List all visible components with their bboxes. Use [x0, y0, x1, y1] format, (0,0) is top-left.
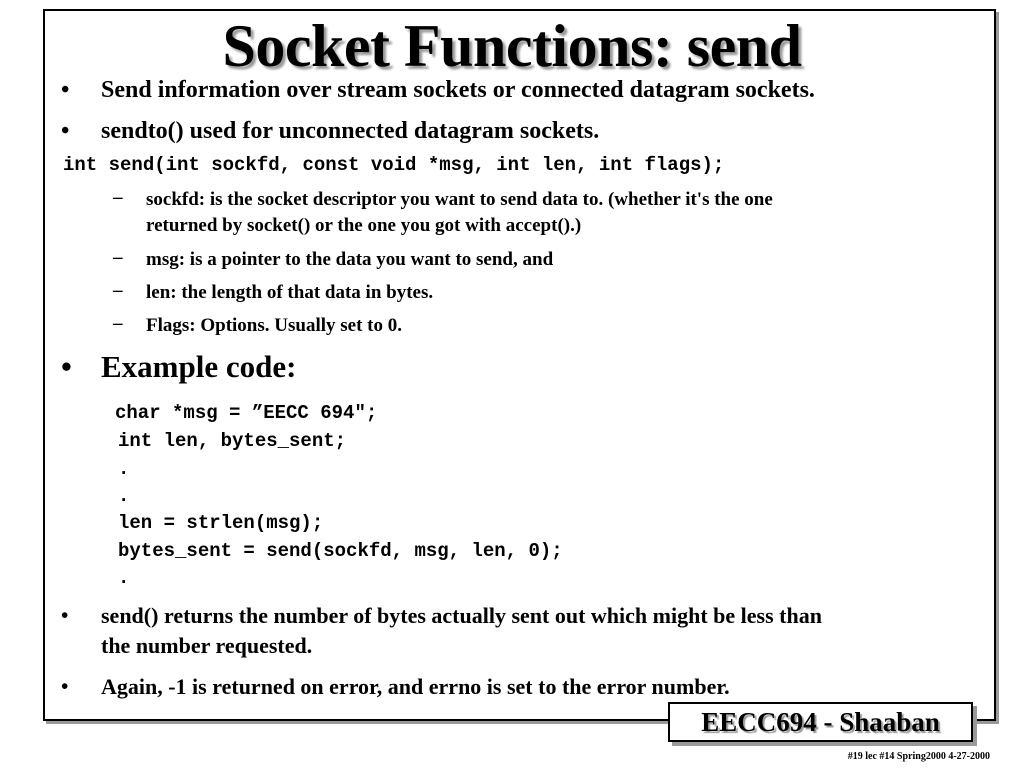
dash-symbol: – — [113, 313, 123, 334]
dash-symbol: – — [113, 187, 123, 208]
code-line: len = strlen(msg); — [118, 512, 324, 534]
bullet-error: Again, -1 is returned on error, and errno is set to the error number. — [101, 674, 730, 699]
code-line: . — [118, 485, 130, 507]
slide-footer: #19 lec #14 Spring2000 4-27-2000 — [847, 751, 990, 762]
param-sockfd-line1: sockfd: is the socket descriptor you want to send data to. (whether it's the one — [146, 189, 773, 210]
dash-symbol: – — [113, 247, 123, 268]
param-sockfd-line2: returned by socket() or the one you got with accept().) — [146, 215, 582, 236]
code-line: char *msg = ”EECC 694"; — [115, 402, 378, 424]
bullet-send-info: Send information over stream sockets or connected datagram sockets. — [101, 77, 815, 103]
bullet-return-line1: send() returns the number of bytes actually sent out which might be less than — [101, 603, 822, 628]
example-heading: Example code: — [101, 349, 297, 384]
param-len: len: the length of that data in bytes. — [146, 282, 434, 303]
function-signature: int send(int sockfd, const void *msg, int len, int flags); — [63, 154, 725, 176]
param-msg: msg: is a pointer to the data you want to send, and — [146, 249, 554, 270]
bullet-symbol: • — [61, 77, 70, 103]
bullet-symbol: • — [61, 118, 70, 144]
code-line: . — [118, 458, 130, 480]
course-brand-box: EECC694 - Shaaban — [668, 702, 973, 742]
bullet-symbol: • — [61, 603, 69, 627]
bullet-return-line2: the number requested. — [101, 633, 313, 658]
bullet-sendto: sendto() used for unconnected datagram sockets. — [101, 118, 600, 144]
slide-title: Socket Functions: send — [222, 13, 802, 79]
param-flags: Flags: Options. Usually set to 0. — [146, 315, 402, 336]
code-line: bytes_sent = send(sockfd, msg, len, 0); — [118, 540, 563, 562]
code-line: int len, bytes_sent; — [118, 430, 347, 452]
dash-symbol: – — [113, 280, 123, 301]
bullet-symbol: • — [61, 674, 69, 698]
code-line: . — [118, 567, 130, 589]
bullet-symbol: • — [61, 349, 72, 384]
